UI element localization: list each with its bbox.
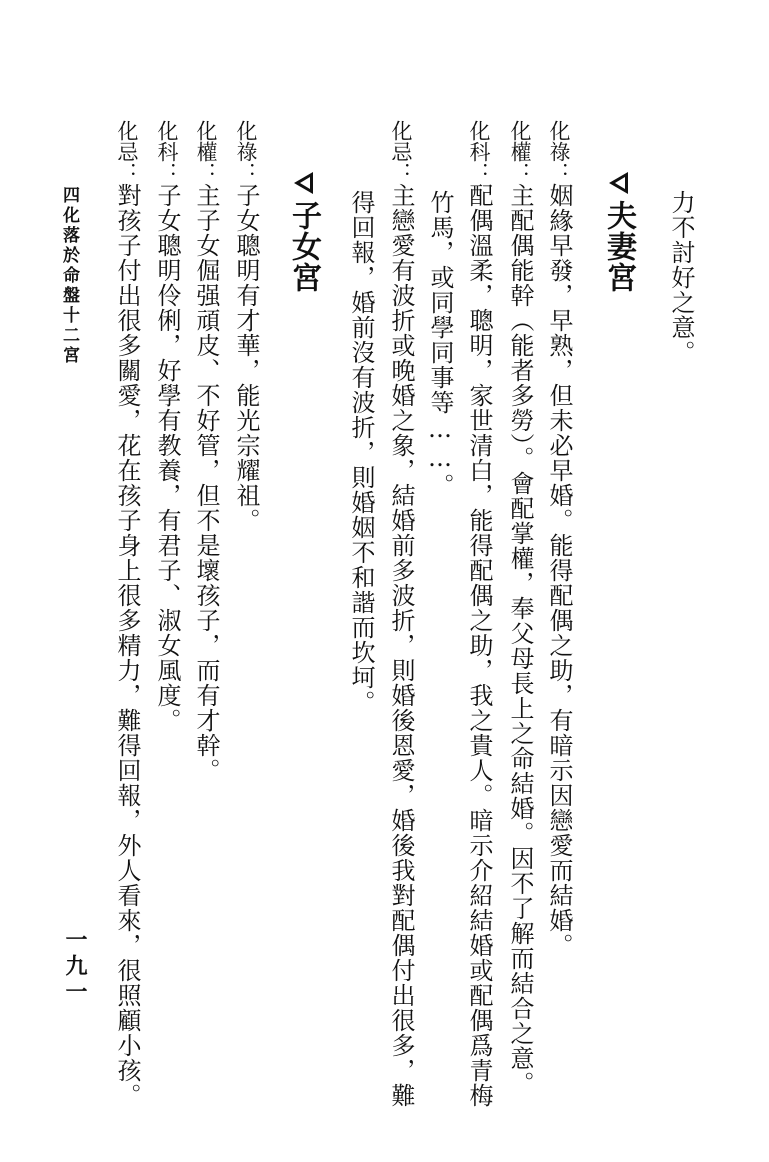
entry-label: 化科： <box>467 120 491 183</box>
entry-text: 主子女倔强頑皮、不好管，但不是壞孩子，而有才幹。 <box>192 183 220 783</box>
entry-label: 化科： <box>155 120 179 183</box>
entry-label: 化權： <box>194 120 218 183</box>
section-title: 子女宮 <box>286 200 321 293</box>
entry-text: 姻緣早發，早熟，但未必早婚。能得配偶之助，有暗示因戀愛而結婚。 <box>545 183 573 958</box>
page-number: 一九一 <box>62 928 88 1006</box>
triangle-icon <box>609 172 628 194</box>
children-entry-huaquan <box>191 120 221 783</box>
entry-text: 配偶溫柔，聰明，家世清白，能得配偶之助，我之貴人。暗示介紹結婚或配偶爲青梅 <box>465 183 493 1108</box>
spouse-entry-huaji <box>386 120 416 1108</box>
children-entry-huaji <box>112 120 142 1108</box>
children-entry-hualu <box>231 120 261 533</box>
section-heading-spouse-palace <box>596 172 640 293</box>
triangle-icon <box>294 172 313 194</box>
continuation-line: 力不討好之意。 <box>667 190 695 365</box>
entry-text: 主戀愛有波折或晚婚之象，結婚前多波折，則婚後恩愛，婚後我對配偶付出很多，難 <box>387 183 415 1108</box>
section-heading-children-palace <box>281 172 325 293</box>
entry-text: 主配偶能幹（能者多勞）。會配掌權，奉父母長上之命結婚。因不了解而結合之意。 <box>506 183 534 1096</box>
entry-label: 化祿： <box>234 120 258 183</box>
spouse-entry-huake <box>464 120 494 1108</box>
spouse-entry-huaquan <box>505 120 535 1096</box>
entry-label: 化忌： <box>389 120 413 183</box>
entry-text: 子女聰明伶俐，好學有教養，有君子、淑女風度。 <box>153 183 181 733</box>
entry-label: 化祿： <box>547 120 571 183</box>
entry-text: 對孩子付出很多關愛，花在孩子身上很多精力，難得回報，外人看來，很照顧小孩。 <box>113 183 141 1108</box>
spouse-entry-hualu <box>544 120 574 958</box>
entry-label: 化權： <box>508 120 532 183</box>
children-entry-huake <box>152 120 182 733</box>
entry-text: 子女聰明有才華，能光宗耀祖。 <box>232 183 260 533</box>
running-head: 四化落於命盤十二宮 <box>59 186 79 366</box>
entry-label: 化忌： <box>115 120 139 183</box>
section-title: 夫妻宮 <box>601 200 636 293</box>
spouse-entry-huake-continued: 竹馬，或同學同事等……。 <box>426 190 454 498</box>
spouse-entry-huaji-continued: 得回報，婚前沒有波折，則婚姻不和諧而坎坷。 <box>347 190 375 715</box>
